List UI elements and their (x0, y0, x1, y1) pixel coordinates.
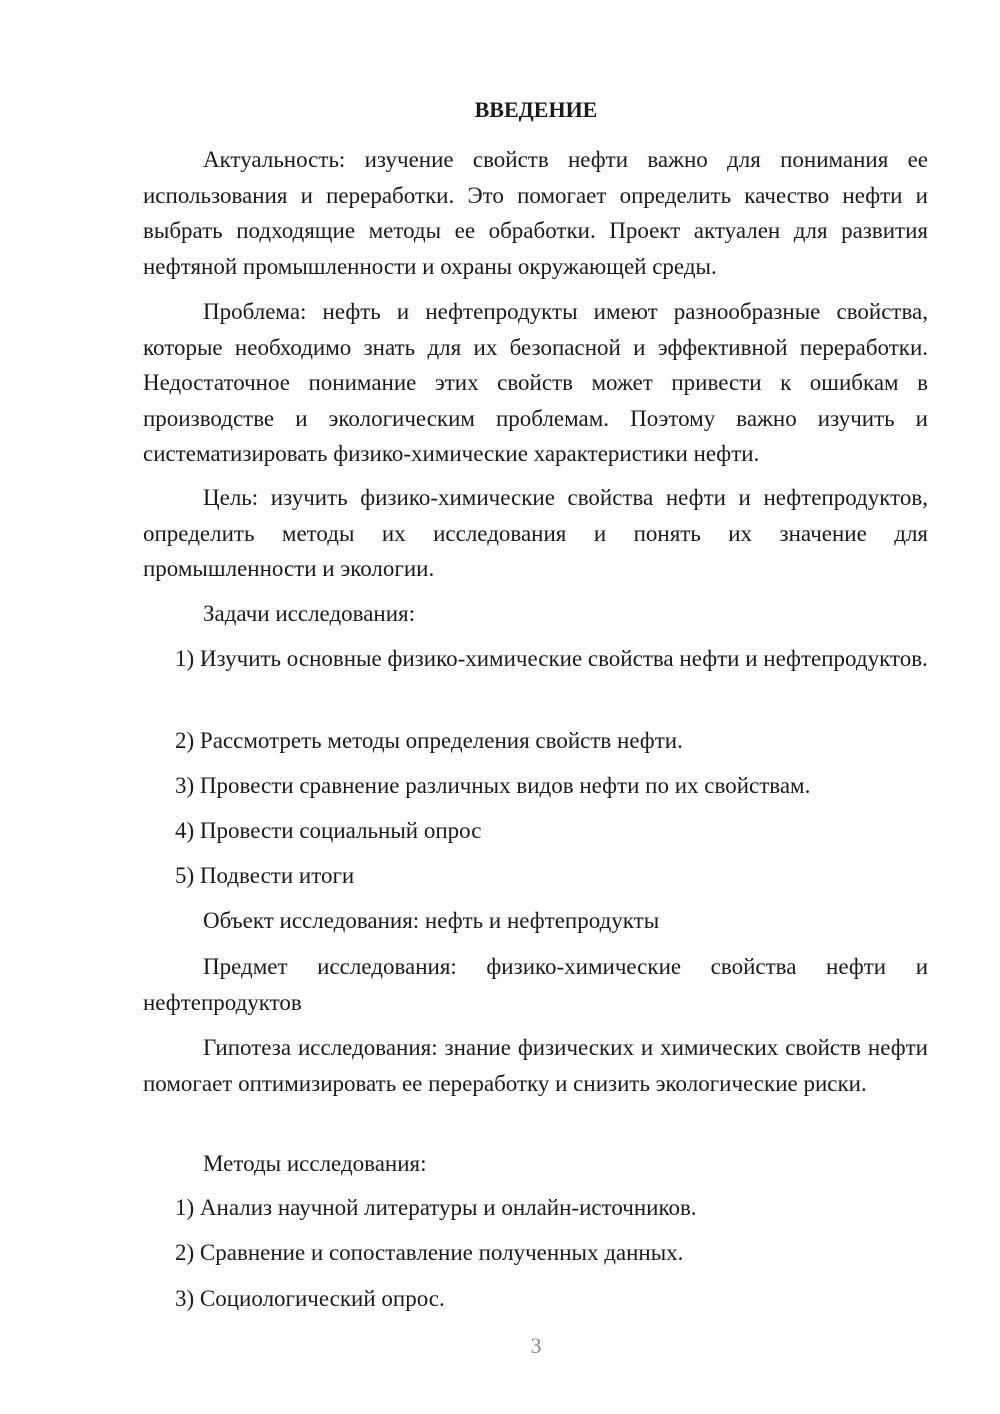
paragraph-subject: Предмет исследования: физико-химические свойства нефти и нефтепродуктов (143, 954, 928, 1015)
tasks-heading: Задачи исследования: (203, 601, 416, 626)
section-title: ВВЕДЕНИЕ (474, 97, 598, 122)
task-item: 3) Провести сравнение различных видов нефти по их свойствам. (175, 773, 811, 798)
paragraph-relevance: Актуальность: изучение свойств нефти важно для понимания ее использования и переработки. Это помогает определить качество нефти и выбрать подходящие методы ее обработки. Проект актуален для развития нефтяной промышленности и охраны окружающей среды. (143, 147, 928, 279)
task-item: 5) Подвести итоги (175, 863, 355, 888)
paragraph-object: Объект исследования: нефть и нефтепродукты (203, 908, 660, 933)
methods-heading: Методы исследования: (203, 1151, 427, 1176)
task-item: 1) Изучить основные физико-химические свойства нефти и нефтепродуктов. (175, 646, 928, 671)
page-number: 3 (530, 1333, 542, 1358)
task-item: 2) Рассмотреть методы определения свойств нефти. (175, 728, 683, 753)
task-item: 4) Провести социальный опрос (175, 818, 482, 843)
method-item: 3) Социологический опрос. (175, 1286, 445, 1311)
method-item: 1) Анализ научной литературы и онлайн-источников. (175, 1195, 697, 1220)
paragraph-hypothesis: Гипотеза исследования: знание физических и химических свойств нефти помогает оптимизировать ее переработку и снизить экологические риски. (143, 1035, 928, 1096)
method-item: 2) Сравнение и сопоставление полученных данных. (175, 1240, 684, 1265)
paragraph-problem: Проблема: нефть и нефтепродукты имеют разнообразные свойства, которые необходимо знать для их безопасной и эффективной переработки. Недостаточное понимание этих свойств может привести к ошибкам в производстве и экологическим проблемам. Поэтому важно изучить и систематизировать физико-химические характеристики нефти. (143, 299, 928, 466)
paragraph-goal: Цель: изучить физико-химические свойства нефти и нефтепродуктов, определить методы их исследования и понять их значение для промышленности и экологии. (143, 485, 928, 581)
